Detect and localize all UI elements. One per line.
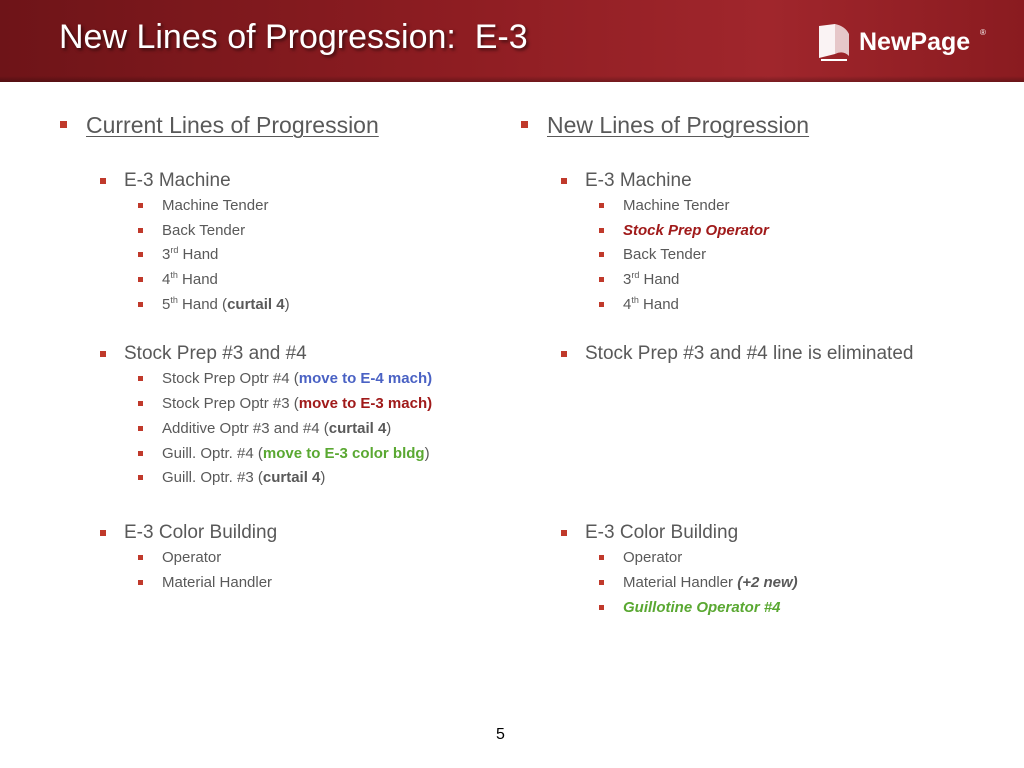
square-bullet-icon bbox=[599, 605, 604, 610]
list-item: 5th Hand (curtail 4) bbox=[138, 295, 530, 320]
list-item: 4th Hand bbox=[599, 295, 991, 320]
logo-wordmark: NewPage bbox=[859, 28, 971, 56]
square-bullet-icon bbox=[138, 203, 143, 208]
list-item: Stock Prep Optr #4 (move to E-4 mach) bbox=[138, 369, 530, 394]
square-bullet-icon bbox=[521, 121, 528, 128]
square-bullet-icon bbox=[599, 277, 604, 282]
square-bullet-icon bbox=[599, 228, 604, 233]
list-item: 3rd Hand bbox=[599, 270, 991, 295]
list-item: 4th Hand bbox=[138, 270, 530, 295]
square-bullet-icon bbox=[599, 555, 604, 560]
current-lines-column bbox=[60, 112, 530, 597]
list-item: Additive Optr #3 and #4 (curtail 4) bbox=[138, 419, 530, 444]
right-stock-prep-section bbox=[561, 343, 991, 369]
list-item: Guill. Optr. #4 (move to E-3 color bldg) bbox=[138, 444, 530, 469]
list-item: Back Tender bbox=[599, 245, 991, 270]
list-item: Stock Prep Optr #3 (move to E-3 mach) bbox=[138, 394, 530, 419]
right-stock-prep-label: Stock Prep #3 and #4 line is eliminated bbox=[561, 343, 991, 369]
left-color-building-section bbox=[100, 522, 530, 597]
square-bullet-icon bbox=[599, 302, 604, 307]
left-stock-prep-section bbox=[100, 343, 530, 492]
left-stock-prep-label: Stock Prep #3 and #4 bbox=[100, 343, 530, 369]
square-bullet-icon bbox=[138, 451, 143, 456]
square-bullet-icon bbox=[100, 178, 106, 184]
right-color-building-section bbox=[561, 522, 991, 622]
list-item: Stock Prep Operator bbox=[599, 221, 991, 246]
right-e3-machine-section bbox=[561, 170, 991, 319]
list-item: Machine Tender bbox=[138, 196, 530, 221]
new-lines-heading: New Lines of Progression bbox=[521, 112, 991, 146]
list-item: Material Handler (+2 new) bbox=[599, 573, 991, 598]
title-bar bbox=[0, 0, 1024, 82]
page-number: 5 bbox=[496, 726, 505, 743]
square-bullet-icon bbox=[138, 376, 143, 381]
list-item: Operator bbox=[138, 548, 530, 573]
slide-title: New Lines of Progression: E-3 bbox=[59, 18, 528, 56]
right-color-building-label: E-3 Color Building bbox=[561, 522, 991, 548]
new-lines-column bbox=[521, 112, 991, 623]
left-e3-machine-label: E-3 Machine bbox=[100, 170, 530, 196]
square-bullet-icon bbox=[100, 530, 106, 536]
square-bullet-icon bbox=[138, 580, 143, 585]
list-item: Machine Tender bbox=[599, 196, 991, 221]
square-bullet-icon bbox=[60, 121, 67, 128]
square-bullet-icon bbox=[599, 252, 604, 257]
list-item: 3rd Hand bbox=[138, 245, 530, 270]
square-bullet-icon bbox=[138, 555, 143, 560]
square-bullet-icon bbox=[138, 252, 143, 257]
list-item: Operator bbox=[599, 548, 991, 573]
newpage-logo bbox=[815, 20, 985, 64]
list-item: Back Tender bbox=[138, 221, 530, 246]
square-bullet-icon bbox=[138, 302, 143, 307]
square-bullet-icon bbox=[561, 178, 567, 184]
square-bullet-icon bbox=[138, 228, 143, 233]
square-bullet-icon bbox=[100, 351, 106, 357]
square-bullet-icon bbox=[138, 426, 143, 431]
list-item: Guillotine Operator #4 bbox=[599, 598, 991, 623]
current-lines-heading: Current Lines of Progression bbox=[60, 112, 530, 146]
square-bullet-icon bbox=[561, 530, 567, 536]
left-e3-machine-section bbox=[100, 170, 530, 319]
newpage-logo-icon bbox=[815, 20, 853, 62]
square-bullet-icon bbox=[561, 351, 567, 357]
right-e3-machine-label: E-3 Machine bbox=[561, 170, 991, 196]
square-bullet-icon bbox=[599, 580, 604, 585]
left-color-building-label: E-3 Color Building bbox=[100, 522, 530, 548]
logo-registered: ® bbox=[980, 28, 986, 37]
square-bullet-icon bbox=[138, 401, 143, 406]
list-item: Guill. Optr. #3 (curtail 4) bbox=[138, 468, 530, 493]
square-bullet-icon bbox=[138, 277, 143, 282]
square-bullet-icon bbox=[138, 475, 143, 480]
list-item: Material Handler bbox=[138, 573, 530, 598]
square-bullet-icon bbox=[599, 203, 604, 208]
